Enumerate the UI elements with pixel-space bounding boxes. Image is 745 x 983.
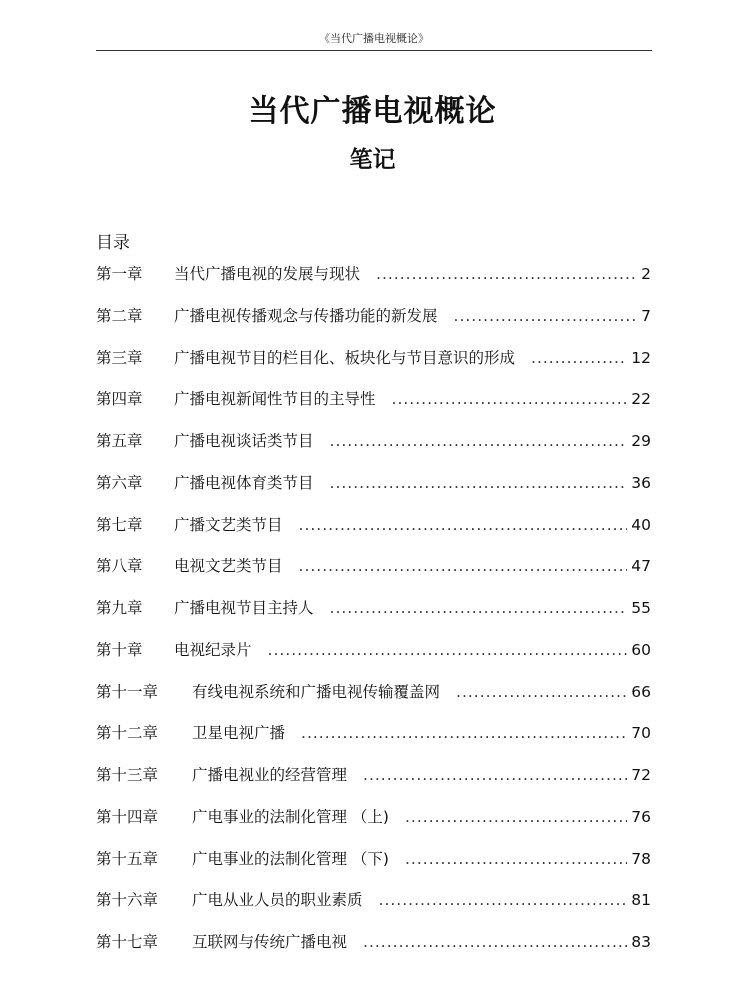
toc-chapter-number: 第一章: [96, 265, 143, 283]
toc-page-number: 78: [631, 849, 651, 868]
toc-entry[interactable]: [96, 471, 651, 513]
toc-chapter-title: 广电事业的法制化管理 （下): [192, 849, 389, 868]
toc-leader-dots: [379, 891, 628, 909]
toc-entry[interactable]: [96, 888, 651, 930]
toc-chapter-number: 第三章: [96, 348, 143, 367]
toc-chapter-title: 广播电视业的经营管理: [192, 766, 348, 784]
toc-leader-dots: [299, 516, 628, 534]
toc-chapter-number: 第八章: [96, 557, 143, 576]
toc-leader-dots: [454, 307, 638, 325]
toc-chapter-title: 广电从业人员的职业素质: [192, 891, 363, 910]
toc-entry[interactable]: [96, 346, 651, 388]
toc-page-number: 72: [631, 766, 651, 784]
toc-chapter-number: 第十六章: [96, 891, 159, 910]
toc-page-number: 81: [631, 891, 651, 910]
toc-page-number: 47: [631, 557, 651, 576]
toc-entry[interactable]: [96, 721, 651, 763]
toc-chapter-number: 第十七章: [96, 933, 159, 951]
toc-entry[interactable]: [96, 387, 651, 429]
toc-chapter-number: 第七章: [96, 515, 143, 534]
toc-entry[interactable]: [96, 596, 651, 638]
toc-entry[interactable]: [96, 805, 651, 847]
toc-leader-dots: [268, 641, 628, 659]
toc-chapter-number: 第十三章: [96, 766, 159, 784]
toc-chapter-title: 广播电视谈话类节目: [174, 432, 314, 450]
toc-chapter-title: 广播电视节目的栏目化、板块化与节目意识的形成: [174, 348, 516, 367]
toc-entry[interactable]: [96, 554, 651, 596]
toc-leader-dots: [405, 850, 627, 868]
toc-chapter-title: 广播文艺类节目: [174, 515, 283, 534]
toc-page-number: 55: [631, 599, 651, 617]
running-header: 《当代广播电视概论》: [319, 32, 429, 45]
toc-chapter-number: 第四章: [96, 390, 143, 409]
toc-leader-dots: [330, 599, 628, 617]
toc-chapter-number: 第六章: [96, 473, 143, 492]
toc-chapter-title: 广播电视体育类节目: [174, 473, 314, 492]
toc-leader-dots: [531, 349, 627, 367]
toc-page-number: 76: [631, 807, 651, 826]
toc-entry[interactable]: [96, 680, 651, 722]
toc-chapter-number: 第十五章: [96, 849, 159, 868]
toc-chapter-title: 电视文艺类节目: [174, 557, 283, 576]
toc-entry[interactable]: [96, 847, 651, 889]
toc-leader-dots: [363, 766, 627, 784]
toc-chapter-title: 有线电视系统和广播电视传输覆盖网: [192, 682, 441, 701]
toc-chapter-number: 第十二章: [96, 724, 159, 743]
toc-page-number: 70: [631, 724, 651, 743]
toc-entry[interactable]: [96, 638, 651, 680]
toc-page-number: 2: [641, 265, 651, 283]
toc-chapter-number: 第五章: [96, 432, 143, 450]
toc-page-number: 29: [631, 432, 651, 450]
toc-chapter-title: 广播电视新闻性节目的主导性: [174, 390, 376, 409]
toc-page-number: 60: [631, 640, 651, 659]
toc-chapter-number: 第十章: [96, 640, 143, 659]
toc-chapter-title: 广播电视节目主持人: [174, 599, 314, 617]
toc-entry[interactable]: [96, 429, 651, 471]
toc-page-number: 36: [631, 473, 651, 492]
toc-page-number: 40: [631, 515, 651, 534]
header-divider: [96, 50, 652, 51]
toc-entry[interactable]: [96, 763, 651, 805]
toc-leader-dots: [299, 557, 628, 575]
toc-chapter-title: 当代广播电视的发展与现状: [174, 265, 361, 283]
table-of-contents: [96, 262, 651, 972]
toc-chapter-title: 广电事业的法制化管理 （上): [192, 807, 389, 826]
toc-chapter-title: 电视纪录片: [174, 640, 252, 659]
toc-chapter-number: 第十四章: [96, 807, 159, 826]
toc-entry[interactable]: [96, 930, 651, 972]
toc-leader-dots: [363, 933, 627, 951]
toc-leader-dots: [330, 474, 628, 492]
toc-chapter-title: 互联网与传统广播电视: [192, 933, 348, 951]
toc-page-number: 12: [631, 348, 651, 367]
toc-entry[interactable]: [96, 262, 651, 304]
document-title: 当代广播电视概论: [248, 94, 497, 129]
toc-page-number: 83: [631, 933, 651, 951]
toc-leader-dots: [330, 432, 628, 450]
toc-chapter-number: 第九章: [96, 599, 143, 617]
toc-page-number: 66: [631, 682, 651, 701]
toc-entry[interactable]: [96, 513, 651, 555]
toc-chapter-number: 第二章: [96, 306, 143, 325]
toc-leader-dots: [301, 724, 627, 742]
toc-page-number: 22: [631, 390, 651, 409]
toc-chapter-number: 第十一章: [96, 682, 159, 701]
toc-chapter-title: 卫星电视广播: [192, 724, 286, 743]
document-subtitle: 笔记: [349, 147, 396, 173]
toc-leader-dots: [405, 808, 627, 826]
toc-entry[interactable]: [96, 304, 651, 346]
toc-leader-dots: [456, 683, 627, 701]
toc-chapter-title: 广播电视传播观念与传播功能的新发展: [174, 306, 438, 325]
toc-leader-dots: [392, 390, 628, 408]
toc-heading: 目录: [96, 233, 130, 253]
toc-page-number: 7: [641, 306, 651, 325]
toc-leader-dots: [376, 265, 637, 283]
